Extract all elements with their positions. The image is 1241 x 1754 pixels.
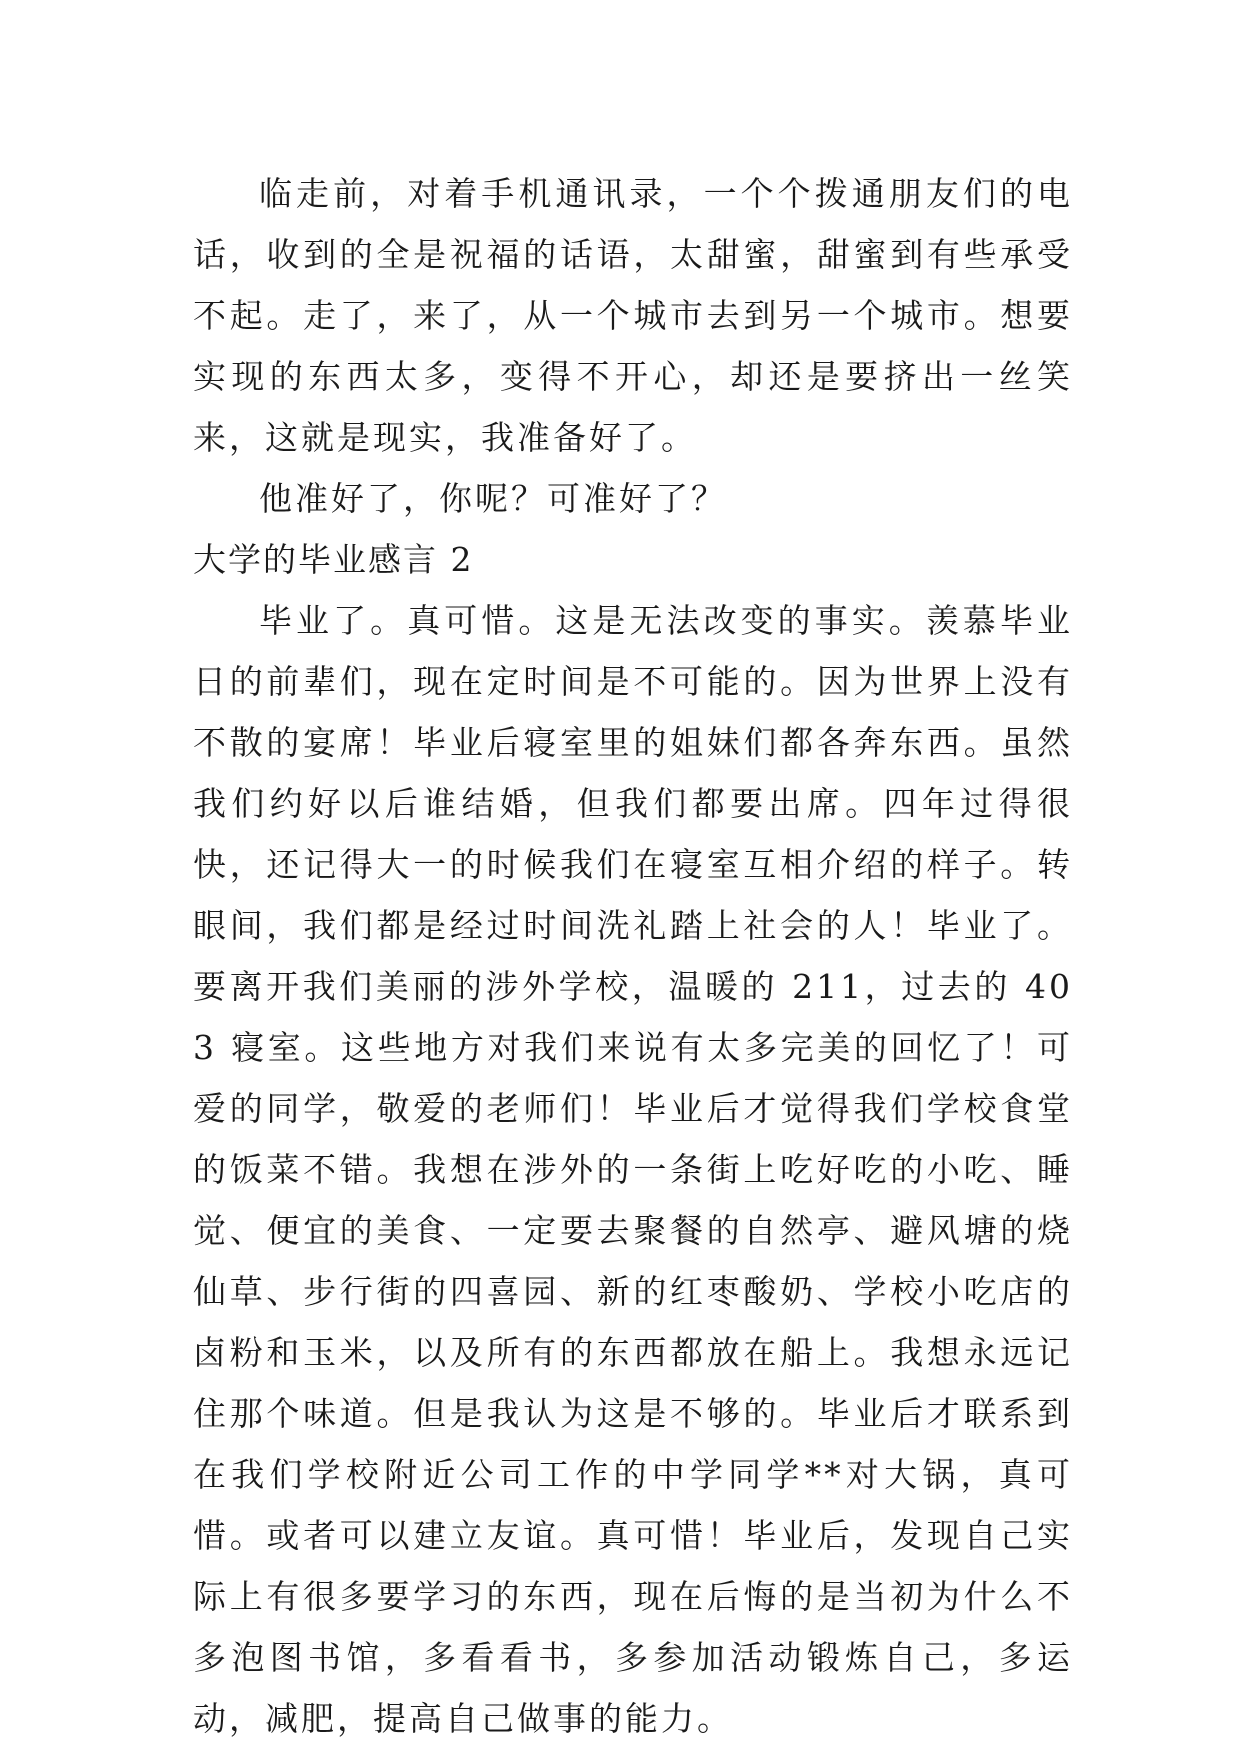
paragraph-ready-question: 他准好了，你呢？可准好了？ xyxy=(259,479,727,518)
section-title: 大学的毕业感言 2 xyxy=(193,540,474,579)
document-body xyxy=(193,163,1073,1749)
paragraph-farewell: 临走前，对着手机通讯录，一个个拨通朋友们的电话，收到的全是祝福的话语，太甜蜜，甜蜜到有些承受不起。走了，来了，从一个城市去到另一个城市。想要实现的东西太多，变得不开心，却还是要挤出一丝笑来，这就是现实，我准备好了。 xyxy=(193,174,1073,457)
paragraph-graduation: 毕业了。真可惜。这是无法改变的事实。羡慕毕业日的前辈们，现在定时间是不可能的。因为世界上没有不散的宴席！毕业后寝室里的姐妹们都各奔东西。虽然我们约好以后谁结婚，但我们都要出席。四年过得很快，还记得大一的时候我们在寝室互相介绍的样子。转眼间，我们都是经过时间洗礼踏上社会的人！毕业了。要离开我们美丽的涉外学校，温暖的 211，过去的 403 寝室。这些地方对我们来说有太多完美的回忆了！可爱的同学，敬爱的老师们！毕业后才觉得我们学校食堂的饭菜不错。我想在涉外的一条街上吃好吃的小吃、睡觉、便宜的美食、一定要去聚餐的自然亭、避风塘的烧仙草、步行街的四喜园、新的红枣酸奶、学校小吃店的卤粉和玉米，以及所有的东西都放在船上。我想永远记住那个味道。但是我认为这是不够的。毕业后才联系到在我们学校附近公司工作的中学同学**对大锅，真可惜。或者可以建立友谊。真可惜！毕业后，发现自己实际上有很多要学习的东西，现在后悔的是当初为什么不多泡图书馆，多看看书，多参加活动锻炼自己，多运动，减肥，提高自己做事的能力。 xyxy=(193,601,1073,1738)
